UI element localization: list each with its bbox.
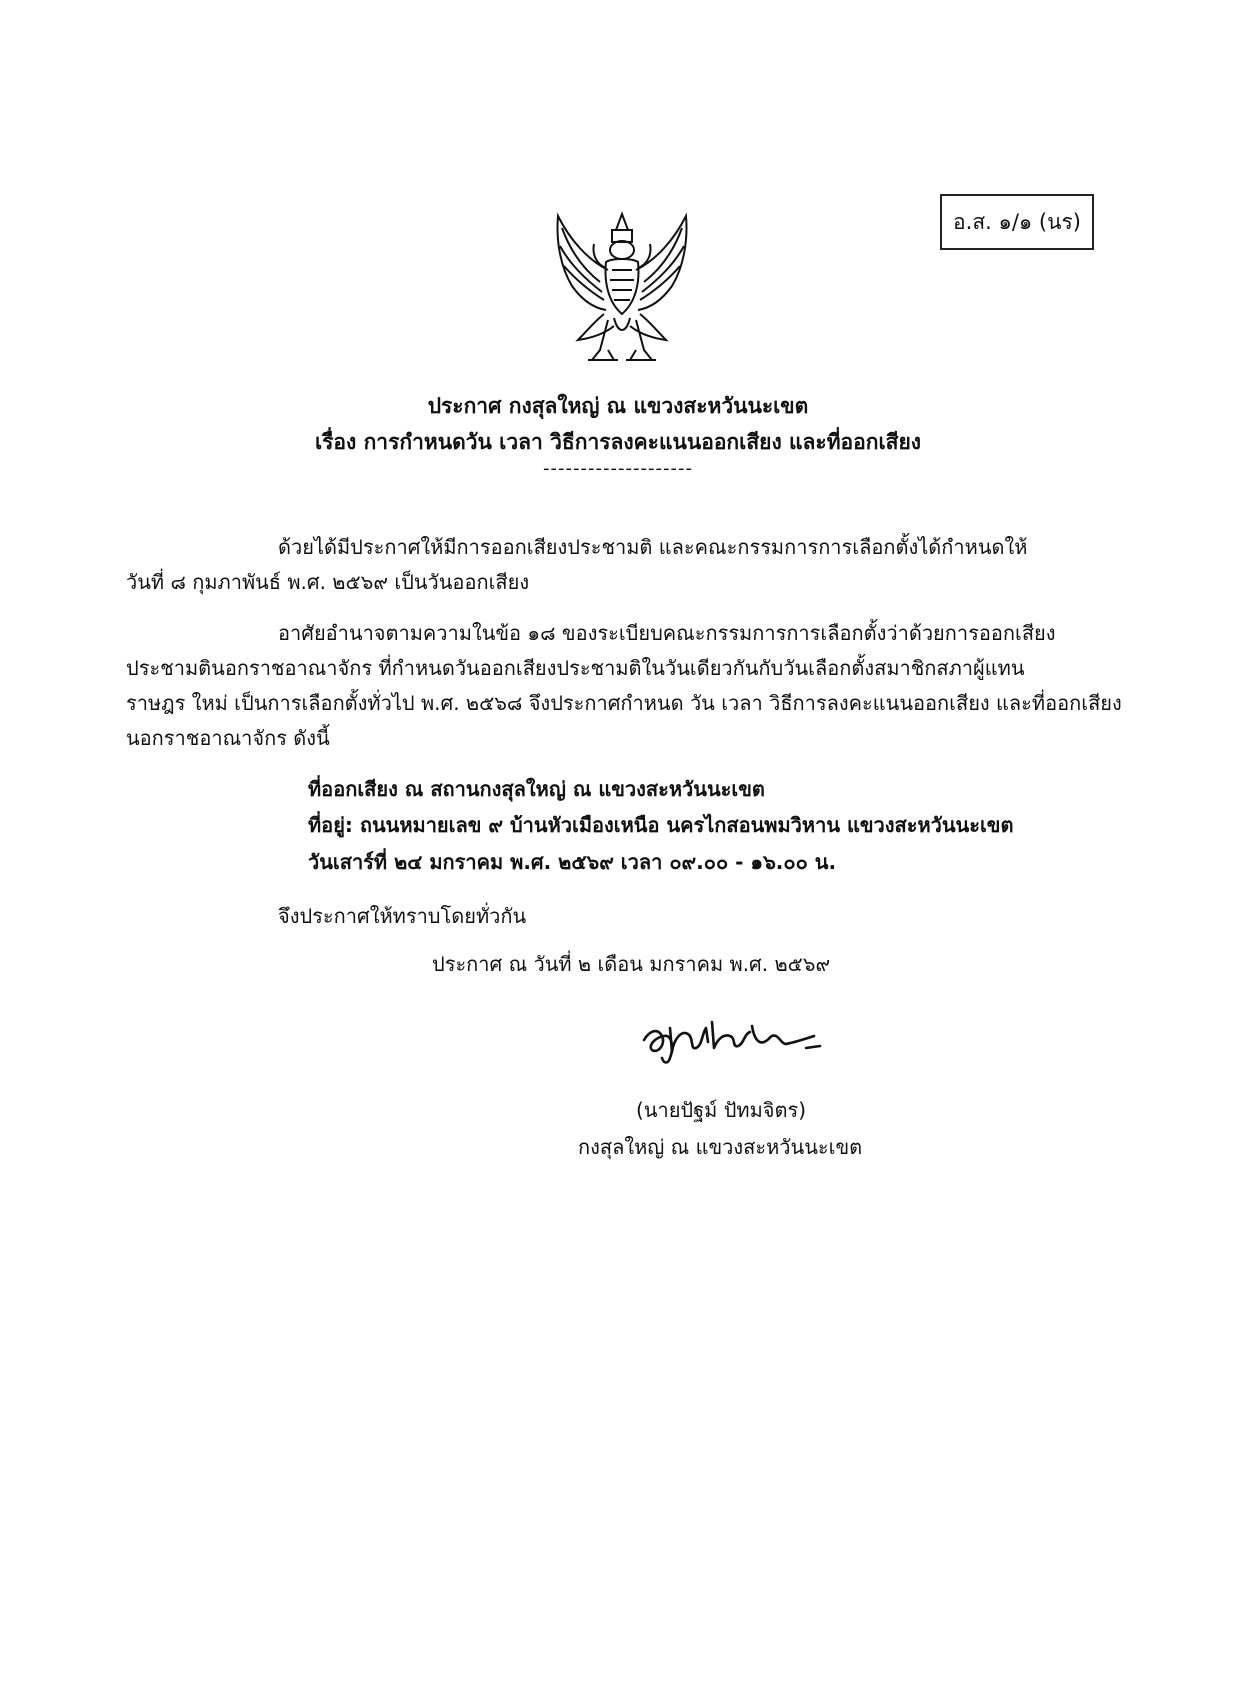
heading-line1: ประกาศ กงสุลใหญ่ ณ แขวงสะหวันนะเขต	[427, 394, 809, 418]
form-code: อ.ส. ๑/๑ (นร)	[953, 209, 1081, 234]
signer-name: (นายปัฐม์ ปัทมจิตร)	[636, 1098, 807, 1122]
closing-text: จึงประกาศให้ทราบโดยทั่วกัน	[278, 904, 527, 928]
issue-date: ประกาศ ณ วันที่ ๒ เดือน มกราคม พ.ศ. ๒๕๖๙	[432, 952, 831, 976]
para2-line1: อาศัยอำนาจตามความในข้อ ๑๘ ของระเบียบคณะกรรมการการเลือกตั้งว่าด้วยการออกเสียง	[278, 621, 1056, 645]
heading-separator: --------------------	[543, 458, 693, 479]
voting-place: ที่ออกเสียง ณ สถานกงสุลใหญ่ ณ แขวงสะหวันนะเขต	[308, 777, 765, 801]
para2-line2: ประชามตินอกราชอาณาจักร ที่กำหนดวันออกเสียงประชามติในวันเดียวกันกับวันเลือกตั้งสมาชิกสภาผู้แทน	[126, 656, 1025, 680]
para2-line4: นอกราชอาณาจักร ดังนี้	[126, 726, 330, 750]
garuda-emblem	[548, 210, 696, 370]
para1-line2: วันที่ ๘ กุมภาพันธ์ พ.ศ. ๒๕๖๙ เป็นวันออกเสียง	[126, 570, 530, 594]
signature	[636, 1008, 826, 1066]
form-code-box	[940, 194, 1094, 250]
para2-line3: ราษฎร ใหม่ เป็นการเลือกตั้งทั่วไป พ.ศ. ๒๕๖๘ จึงประกาศกำหนด วัน เวลา วิธีการลงคะแนนออกเสียง และที่ออกเสียง	[126, 691, 1122, 715]
para1-line1: ด้วยได้มีประกาศให้มีการออกเสียงประชามติ และคณะกรรมการการเลือกตั้งได้กำหนดให้	[278, 535, 1028, 559]
voting-address: ที่อยู่: ถนนหมายเลข ๙ บ้านหัวเมืองเหนือ นครไกสอนพมวิหาน แขวงสะหวันนะเขต	[308, 813, 1014, 837]
heading-line2: เรื่อง การกำหนดวัน เวลา วิธีการลงคะแนนออกเสียง และที่ออกเสียง	[314, 430, 922, 454]
signer-position: กงสุลใหญ่ ณ แขวงสะหวันนะเขต	[578, 1135, 863, 1159]
voting-datetime: วันเสาร์ที่ ๒๔ มกราคม พ.ศ. ๒๕๖๙ เวลา ๐๙.๐๐ - ๑๖.๐๐ น.	[308, 850, 837, 874]
